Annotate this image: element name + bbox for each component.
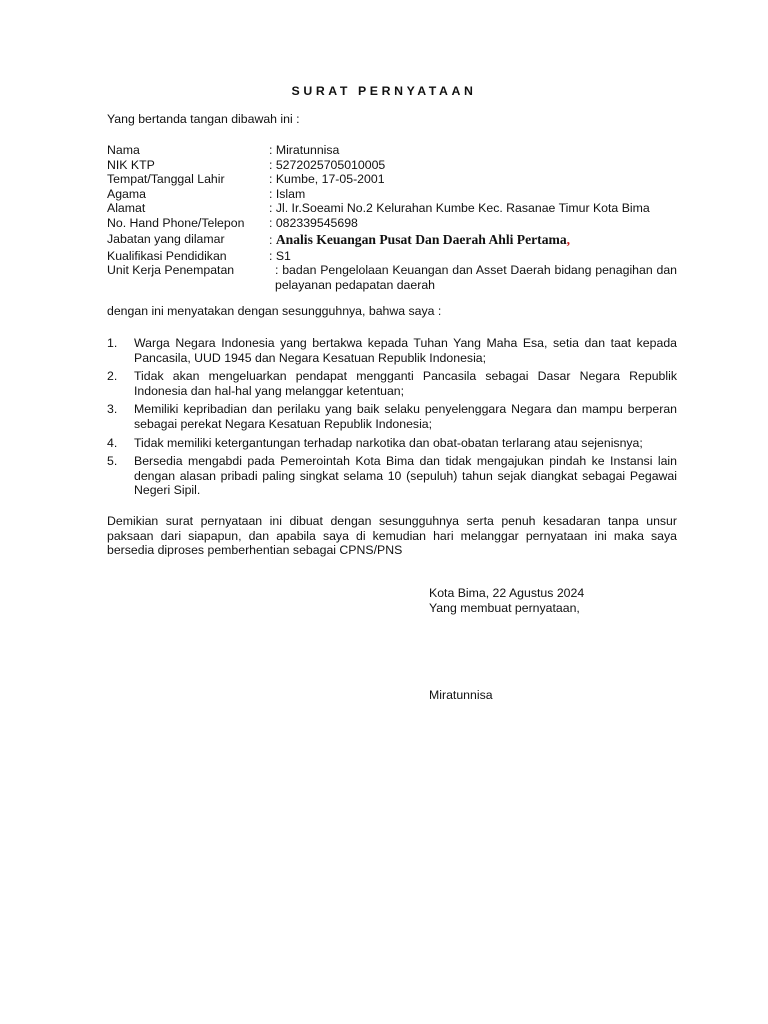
list-item <box>107 369 677 398</box>
list-item-number: 4. <box>107 435 118 450</box>
nama-label: Nama <box>107 143 140 157</box>
jabatan-colon: : <box>269 232 276 247</box>
ttl-label: Tempat/Tanggal Lahir <box>107 172 225 187</box>
hp-value: : 082339545698 <box>269 215 358 230</box>
list-item-number: 5. <box>107 454 118 469</box>
identity-row-alamat <box>107 201 677 216</box>
identity-row-agama <box>107 187 677 202</box>
list-item <box>107 436 677 451</box>
agama-label: Agama <box>107 186 146 201</box>
closing-paragraph: Demikian surat pernyataan ini dibuat dengan sesungguhnya serta penuh kesadaran tanpa unsur paksaan dari siapapun, dan apabila saya di kemudian hari melanggar pernyataan ini maka saya bersedia diproses pemberhentian sebagai CPNS/PNS <box>107 514 677 558</box>
document-title: SURAT PERNYATAAN <box>291 84 477 98</box>
list-item-text: Tidak akan mengeluarkan pendapat mengganti Pancasila sebagai Dasar Negara Republik Indonesia dan hal-hal yang melanggar ketentuan; <box>134 369 677 398</box>
nik-value: : 5272025705010005 <box>269 157 386 172</box>
nama-value: : Miratunnisa <box>269 143 340 157</box>
unit-label: Unit Kerja Penempatan <box>107 263 235 278</box>
list-item-number: 3. <box>107 402 118 417</box>
jabatan-value-wrap <box>269 233 570 248</box>
identity-row-jabatan <box>107 232 677 249</box>
signature-name: Miratunnisa <box>429 688 493 702</box>
list-item-text: Tidak memiliki ketergantungan terhadap narkotika dan obat-obatan terlarang atau sejenisnya; <box>134 435 643 450</box>
identity-row-unit <box>107 263 677 293</box>
jabatan-value: Analis Keuangan Pusat Dan Daerah Ahli Pertama <box>275 231 567 247</box>
list-item <box>107 454 677 498</box>
hp-label: No. Hand Phone/Telepon <box>107 215 245 230</box>
pendidikan-value: : S1 <box>269 248 291 263</box>
identity-row-pendidikan <box>107 249 677 264</box>
jabatan-label: Jabatan yang dilamar <box>107 231 225 246</box>
list-item-text: Memiliki kepribadian dan perilaku yang baik selaku penyelenggara Negara dan mampu berperan sebagai perekat Negara Kesatuan Republik Indonesia; <box>134 402 677 431</box>
identity-row-hp <box>107 216 677 231</box>
list-item-number: 1. <box>107 336 118 350</box>
nik-label: NIK KTP <box>107 157 155 172</box>
list-item <box>107 336 677 365</box>
signature-place-date: Kota Bima, 22 Agustus 2024 <box>429 586 585 600</box>
intro-text: Yang bertanda tangan dibawah ini : <box>107 112 300 126</box>
identity-row-ttl <box>107 172 677 187</box>
alamat-value: : Jl. Ir.Soeami No.2 Kelurahan Kumbe Kec. Rasanae Timur Kota Bima <box>269 201 650 216</box>
jabatan-comma: , <box>566 231 571 247</box>
statement-list <box>107 336 677 502</box>
identity-block <box>107 143 677 293</box>
list-item <box>107 402 677 431</box>
identity-row-nama <box>107 143 677 158</box>
alamat-label: Alamat <box>107 201 146 216</box>
pendidikan-label: Kualifikasi Pendidikan <box>107 248 227 263</box>
ttl-value: : Kumbe, 17-05-2001 <box>269 172 385 187</box>
list-item-number: 2. <box>107 369 118 384</box>
signature-maker-label: Yang membuat pernyataan, <box>429 601 580 615</box>
statement-intro: dengan ini menyatakan dengan sesungguhnya, bahwa saya : <box>107 304 442 318</box>
list-item-text: Warga Negara Indonesia yang bertakwa kepada Tuhan Yang Maha Esa, setia dan taat kepada Pancasila, UUD 1945 dan Negara Kesatuan Republik Indonesia; <box>134 336 677 365</box>
list-item-text: Bersedia mengabdi pada Pemerointah Kota Bima dan tidak mengajukan pindah ke Instansi lain dengan alasan pribadi paling singkat selama 10 (sepuluh) tahun sejak diangkat sebagai Pegawai Negeri Sipil. <box>134 454 677 498</box>
unit-value: : badan Pengelolaan Keuangan dan Asset Daerah bidang penagihan dan pelayanan pedapatan daerah <box>275 263 677 292</box>
agama-value: : Islam <box>269 186 306 201</box>
identity-row-nik <box>107 158 677 173</box>
